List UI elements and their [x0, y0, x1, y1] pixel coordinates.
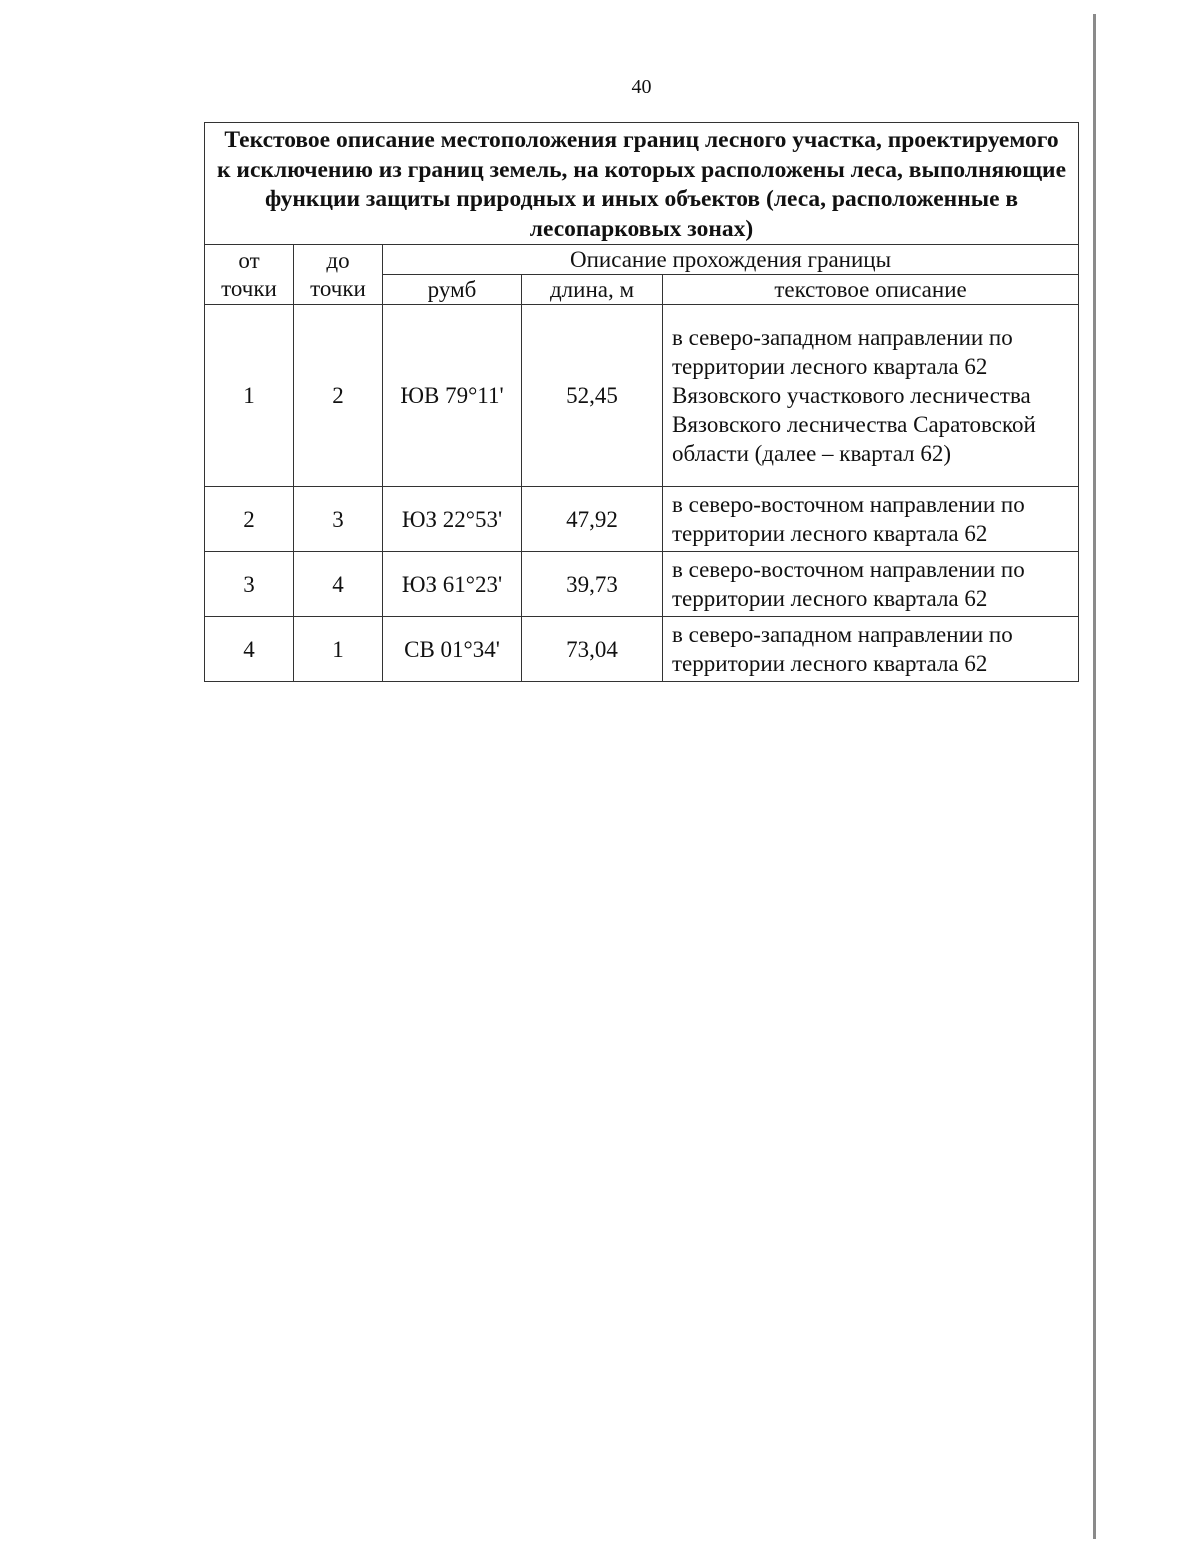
cell-bearing: ЮЗ 22°53' — [383, 487, 522, 552]
scan-edge-line — [1093, 14, 1096, 1539]
cell-length: 47,92 — [522, 487, 663, 552]
cell-from: 3 — [205, 552, 294, 617]
boundary-description-table — [204, 122, 1079, 682]
cell-description: в северо-восточном направлении по территории лесного квартала 62 — [663, 552, 1079, 617]
header-from-point: от точки — [205, 245, 294, 305]
cell-length: 52,45 — [522, 305, 663, 487]
header-length: длина, м — [522, 275, 663, 305]
cell-to: 3 — [294, 487, 383, 552]
cell-from: 1 — [205, 305, 294, 487]
cell-bearing: ЮЗ 61°23' — [383, 552, 522, 617]
header-to-point: до точки — [294, 245, 383, 305]
page-number: 40 — [631, 76, 652, 98]
cell-from: 4 — [205, 617, 294, 682]
header-boundary-description-group: Описание прохождения границы — [383, 245, 1079, 275]
cell-to: 1 — [294, 617, 383, 682]
cell-description: в северо-восточном направлении по территории лесного квартала 62 — [663, 487, 1079, 552]
cell-length: 39,73 — [522, 552, 663, 617]
cell-to: 2 — [294, 305, 383, 487]
table-row — [205, 552, 1079, 617]
header-bearing: румб — [383, 275, 522, 305]
table-row — [205, 305, 1079, 487]
table-row — [205, 617, 1079, 682]
header-text-description: текстовое описание — [663, 275, 1079, 305]
cell-bearing: ЮВ 79°11' — [383, 305, 522, 487]
cell-description: в северо-западном направлении по территории лесного квартала 62 Вязовского участкового лесничества Вязовского лесничества Саратовской области (далее – квартал 62) — [663, 305, 1079, 487]
cell-from: 2 — [205, 487, 294, 552]
cell-length: 73,04 — [522, 617, 663, 682]
table-title: Текстовое описание местоположения границ лесного участка, проектируемого к исключению из границ земель, на которых расположены леса, выполняющие функции защиты природных и иных объектов (леса, расположенные в лесопарковых зонах) — [205, 123, 1079, 245]
cell-bearing: СВ 01°34' — [383, 617, 522, 682]
cell-to: 4 — [294, 552, 383, 617]
table-row — [205, 487, 1079, 552]
cell-description: в северо-западном направлении по территории лесного квартала 62 — [663, 617, 1079, 682]
